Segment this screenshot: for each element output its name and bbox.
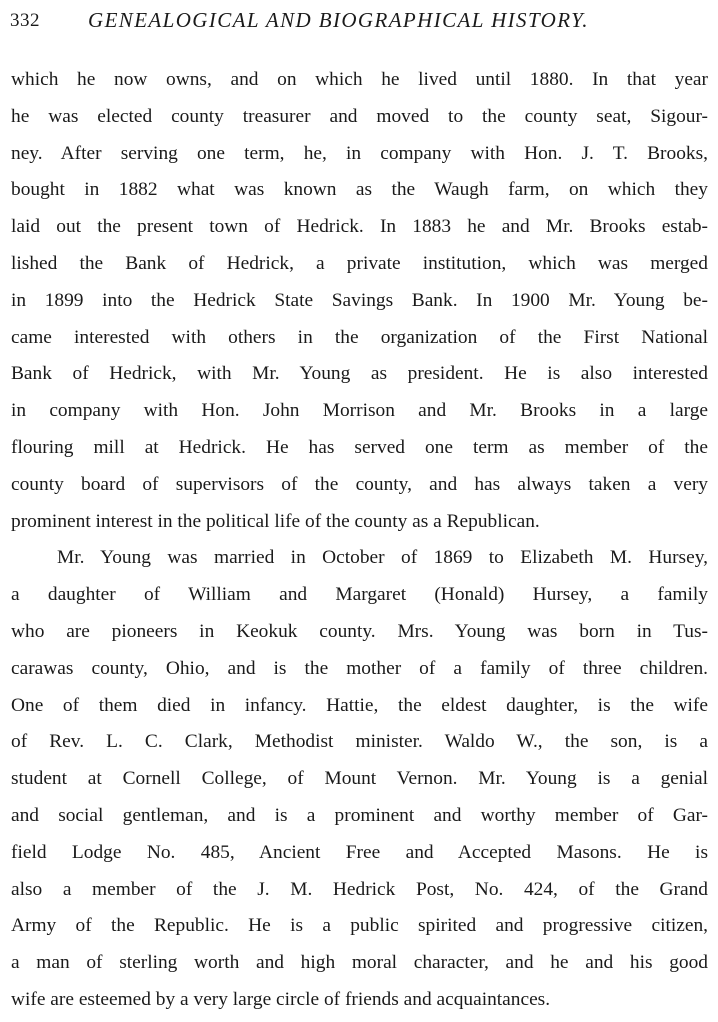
text-line: in company with Hon. John Morrison and Mr. Brooks in a large	[11, 400, 708, 422]
running-title: GENEALOGICAL AND BIOGRAPHICAL HISTORY.	[88, 8, 589, 32]
running-head	[10, 8, 700, 38]
paragraph-1	[11, 62, 708, 540]
text-line: lished the Bank of Hedrick, a private institution, which was merged	[11, 252, 708, 274]
text-line: ney. After serving one term, he, in company with Hon. J. T. Brooks,	[11, 142, 708, 164]
text-line: of Rev. L. C. Clark, Methodist minister. Waldo W., the son, is a	[11, 731, 708, 753]
page-number: 332	[10, 10, 40, 31]
text-line: student at Cornell College, of Mount Vernon. Mr. Young is a genial	[11, 768, 708, 790]
text-line: and social gentleman, and is a prominent and worthy member of Gar-	[11, 804, 708, 826]
text-line: county board of supervisors of the county, and has always taken a very	[11, 473, 708, 495]
body-text	[11, 62, 708, 1019]
text-line: One of them died in infancy. Hattie, the eldest daughter, is the wife	[11, 694, 708, 716]
text-line: prominent interest in the political life of the county as a Republican.	[11, 510, 540, 532]
text-line: bought in 1882 what was known as the Waugh farm, on which they	[11, 179, 708, 201]
text-line: which he now owns, and on which he lived until 1880. In that year	[11, 69, 708, 90]
text-line: also a member of the J. M. Hedrick Post, No. 424, of the Grand	[11, 878, 708, 900]
text-line: flouring mill at Hedrick. He has served one term as member of the	[11, 436, 708, 458]
text-line: laid out the present town of Hedrick. In 1883 he and Mr. Brooks estab-	[11, 216, 708, 238]
text-line: in 1899 into the Hedrick State Savings Bank. In 1900 Mr. Young be-	[11, 289, 708, 311]
text-line: came interested with others in the organization of the First National	[11, 326, 708, 348]
text-line: a daughter of William and Margaret (Honald) Hursey, a family	[11, 584, 708, 606]
text-line: who are pioneers in Keokuk county. Mrs. Young was born in Tus-	[11, 620, 708, 642]
text-line: Army of the Republic. He is a public spirited and progressive citizen,	[11, 915, 708, 937]
text-line: field Lodge No. 485, Ancient Free and Accepted Masons. He is	[11, 841, 708, 863]
paragraph-2	[11, 540, 708, 1018]
text-line: Mr. Young was married in October of 1869 to Elizabeth M. Hursey,	[57, 547, 708, 569]
text-line: a man of sterling worth and high moral character, and he and his good	[11, 952, 708, 974]
text-line: carawas county, Ohio, and is the mother of a family of three children.	[11, 657, 708, 679]
text-line: wife are esteemed by a very large circle of friends and acquaintances.	[11, 988, 551, 1010]
text-line: Bank of Hedrick, with Mr. Young as president. He is also interested	[11, 363, 708, 385]
text-line: he was elected county treasurer and moved to the county seat, Sigour-	[11, 105, 708, 127]
